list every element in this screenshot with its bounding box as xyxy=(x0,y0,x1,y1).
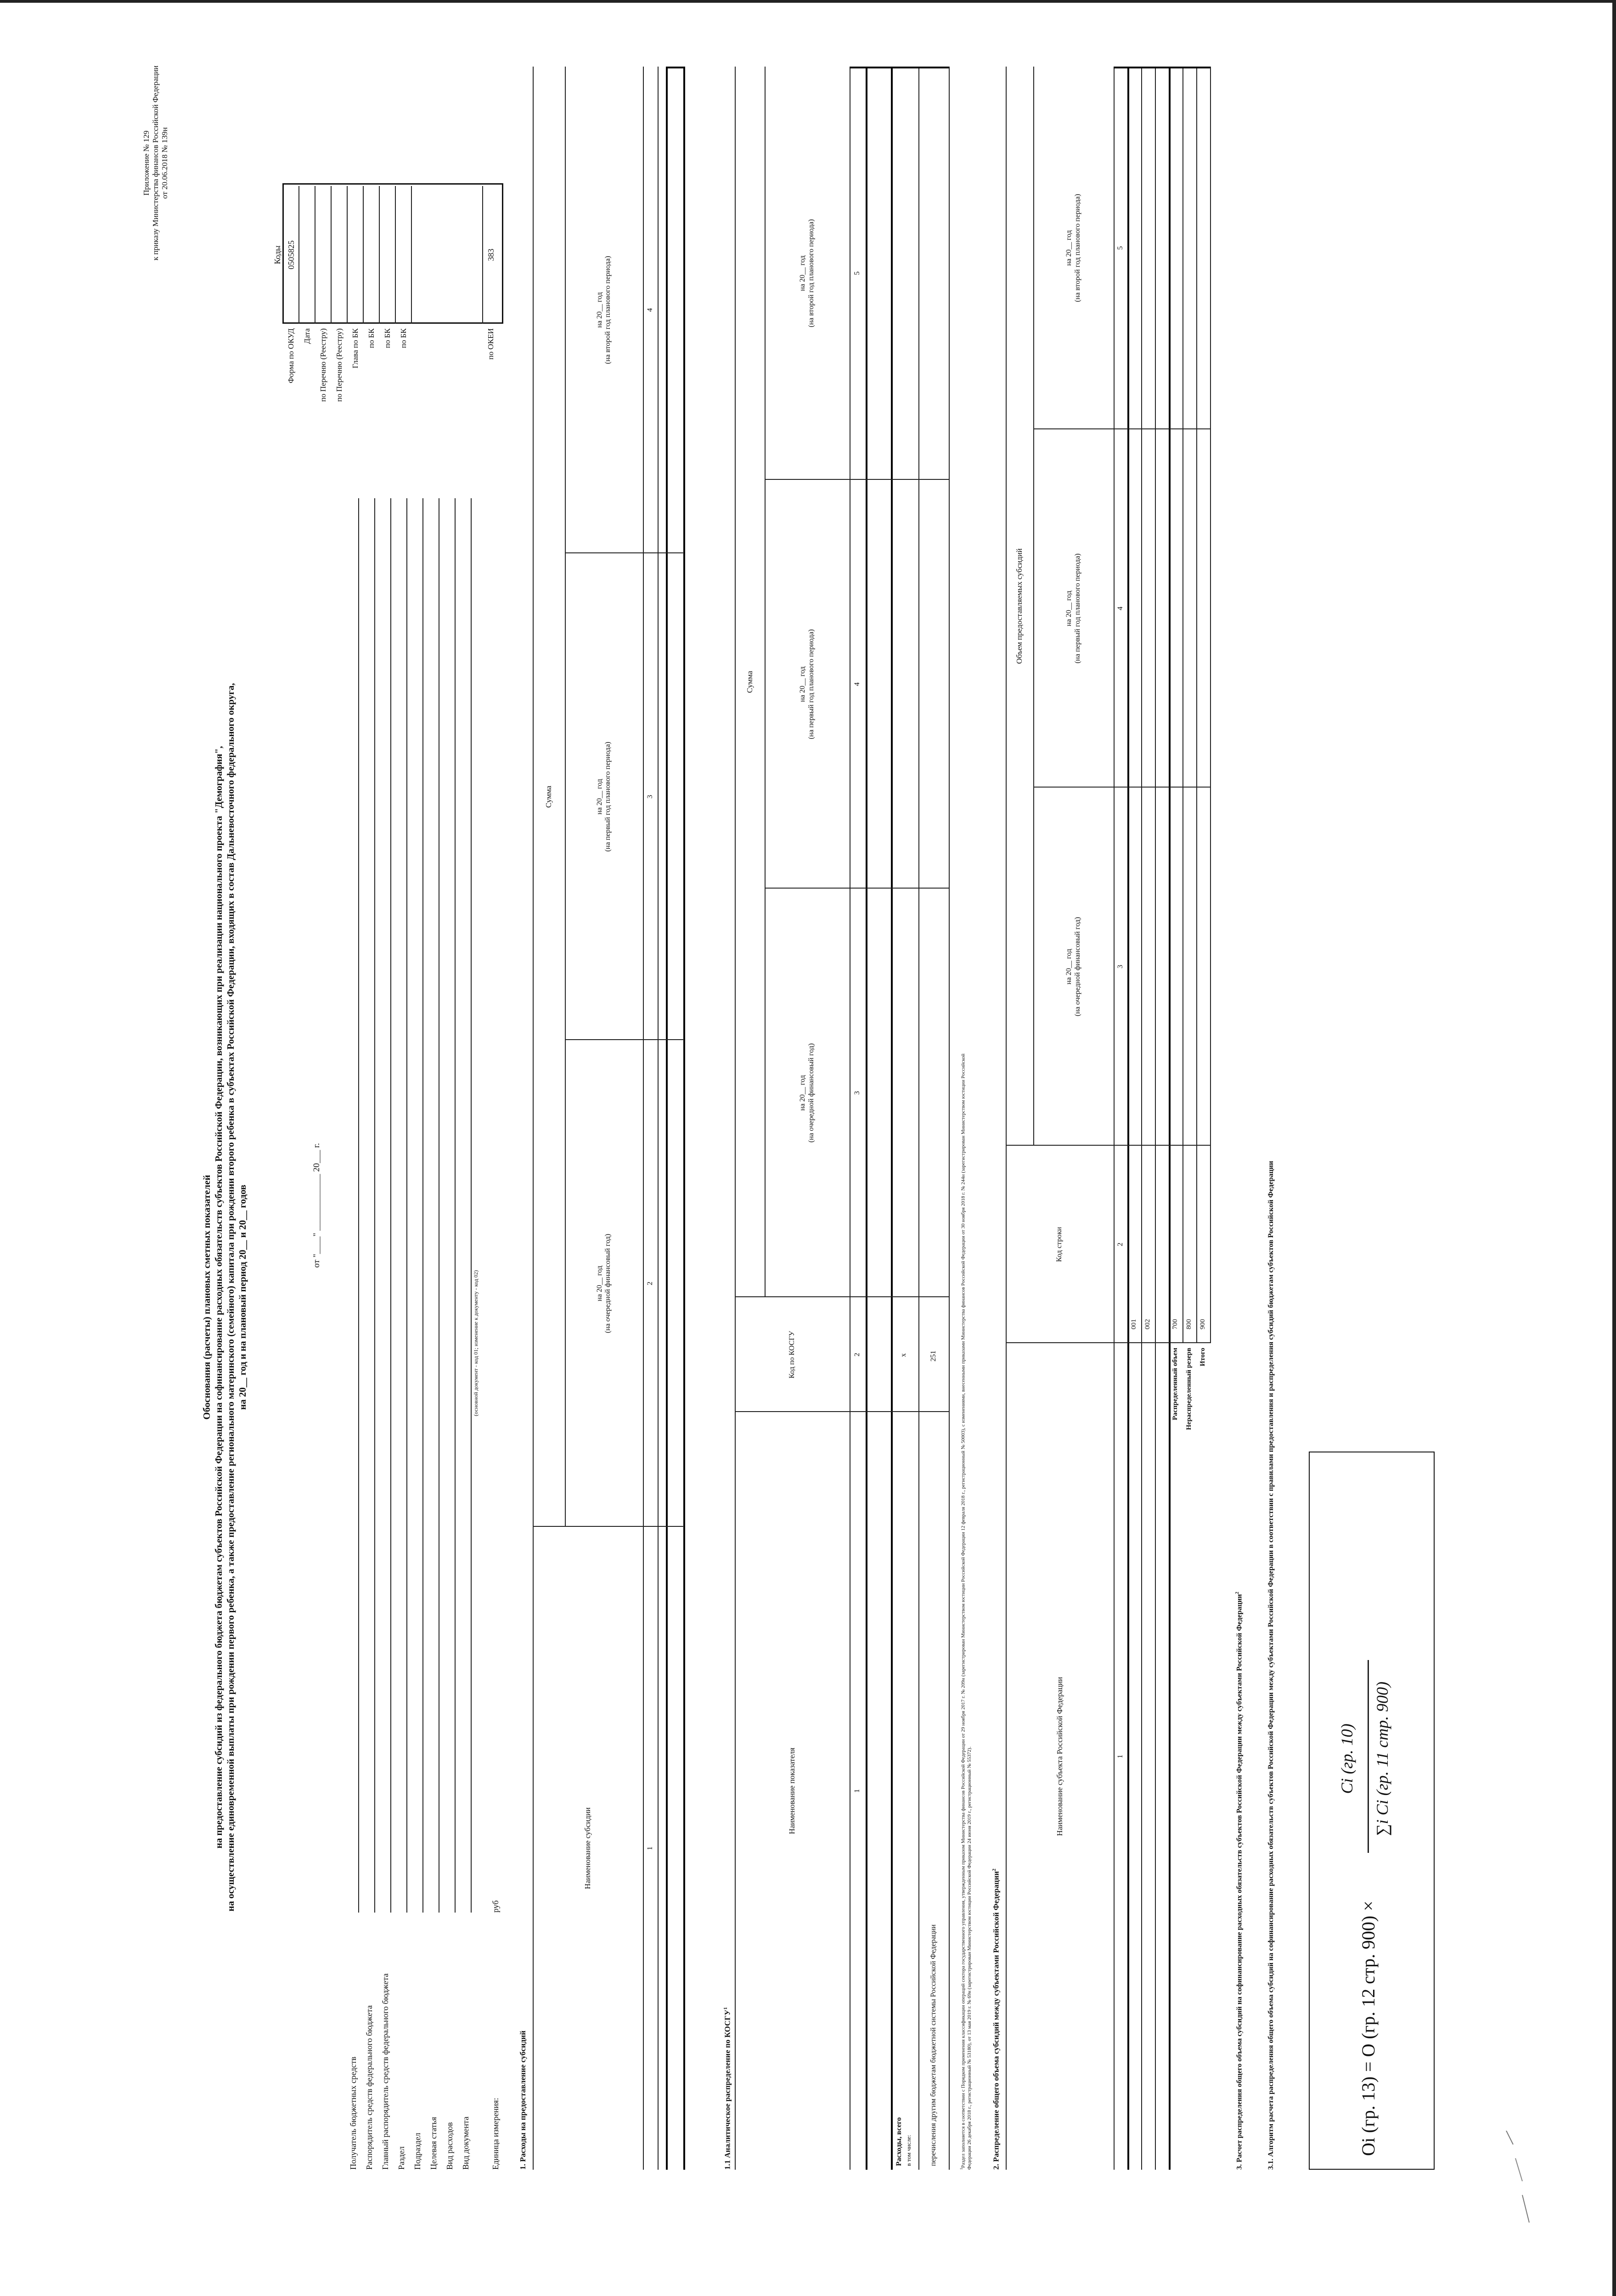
codes-bk1-label: по БК xyxy=(367,328,376,348)
codes-registry1-label: по Перечню (Реестру) xyxy=(319,328,327,402)
section1-col-y3 xyxy=(565,67,643,553)
section2-code-800: 800 xyxy=(1185,1319,1193,1329)
formula-denominator: ∑i Ci (гр. 11 стр. 900) xyxy=(1373,1682,1391,1836)
section11-total-row[interactable] xyxy=(892,69,918,1297)
section1-num-4: 4 xyxy=(646,308,654,312)
section1-col-y1-label: на 20__ год xyxy=(595,1266,603,1301)
section1-col-y1-sub: (на очередной финансовый год) xyxy=(604,1233,612,1334)
document-title: Обоснования (расчеты) плановых сметных показателей xyxy=(201,1175,212,1420)
field-section-line[interactable] xyxy=(406,498,407,1913)
field-subsection: Подраздел xyxy=(413,2133,422,2170)
section2-code-900: 900 xyxy=(1199,1319,1206,1329)
section2-col-y3-label: на 20__ год xyxy=(1065,230,1073,266)
field-doc-type-hint: (основной документ - код 01; изменение к документу - код 02) xyxy=(473,1270,479,1416)
section3-heading xyxy=(1235,1592,1243,2170)
field-expense-type: Вид расходов xyxy=(445,2122,454,2170)
section2-col-y1-label: на 20__ год xyxy=(1065,949,1073,985)
section11-col-y2 xyxy=(765,480,850,889)
section1-col-y3-label: на 20__ год xyxy=(595,292,603,328)
section11-num-1: 1 xyxy=(853,1789,861,1793)
section2-col-y1-sub: (на очередной финансовый год) xyxy=(1073,917,1081,1017)
section1-col-sum: Сумма xyxy=(544,785,553,808)
section2-col-y2 xyxy=(1033,429,1114,788)
section11-num-3: 3 xyxy=(853,1091,861,1095)
section2-col-vol: Объем предоставляемых субсидий xyxy=(1015,548,1024,664)
footnote1 xyxy=(960,1053,966,2170)
section11-num-4: 4 xyxy=(853,682,861,686)
section11-col-y1-label: на 20__ год xyxy=(799,1075,807,1111)
section11-transfers-row[interactable] xyxy=(919,69,948,1297)
footnote1-line1: Раздел заполняется в соответствии с Порядком применения классификации операций сектора государственного управления, утвержденным приказом Министерства финансов Российской Федерации от 29 ноября 2017 г. № 209н (зарегистрирован Министерством юстиции Российской Федерации 12 февраля 2018 г., регистрационный № 50003), с изменениями, внесенными приказами Министерства финансов Российской Федерации от 30 ноября 2018 г. № 244н (зарегистрирован Министерством юстиции Российской xyxy=(960,1053,966,2168)
section2-num-3: 3 xyxy=(1116,965,1124,968)
section11-num-2: 2 xyxy=(853,1353,861,1356)
section2-heading-sup: 2 xyxy=(991,1868,997,1871)
codes-header: Коды xyxy=(273,245,282,264)
section1-col-name: Наименование субсидии xyxy=(583,1807,592,1889)
section2-code-002: 002 xyxy=(1144,1319,1151,1329)
formula-numerator: Ci (гр. 10) xyxy=(1338,1723,1356,1794)
section11-col-kosgu: Код по КОСГУ xyxy=(788,1331,796,1379)
section11-row-incl: в том числе: xyxy=(905,2135,912,2166)
field-manager: Распорядитель средств федерального бюджета xyxy=(365,2005,374,2170)
codes-okud-value: 0505825 xyxy=(287,240,296,270)
formula-fraction-bar xyxy=(1368,1660,1369,1853)
section2-col-code: Код строки xyxy=(1055,1227,1064,1262)
section2-heading-text: 2. Распределение общего объема субсидий между субъектами Российской Федерации xyxy=(991,1871,1001,2170)
section11-heading-text: 1.1 Аналитическое распределение по КОСГУ xyxy=(723,2009,732,2170)
document-subtitle-line3: на осуществление единовременной выплаты при рождении первого ребенка, а также предоставление регионального материнского (семейного) капитала при рождении второго ребенка в субъектах Российской Федерации, входящих в состав Дальневосточного федерального округа, xyxy=(225,683,236,1912)
field-doc-type-line[interactable] xyxy=(471,498,472,1913)
section11-col-y2-sub: (на первый год планового периода) xyxy=(807,629,815,739)
section2-col-y2-sub: (на первый год планового периода) xyxy=(1073,553,1081,664)
section2-heading xyxy=(992,1868,1000,2170)
section2-num-2: 2 xyxy=(1116,1243,1124,1246)
section2-row-001[interactable] xyxy=(1128,69,1141,1146)
footnote1-line2: Федерации 26 декабря 2018 г., регистрационный № 53180), от 13 мая 2019 г. № 69н (зарегистрирован Министерством юстиции Российской Федерации 24 июня 2019 г., регистрационный № 55372). xyxy=(967,1746,972,2170)
section1-table xyxy=(533,67,684,2170)
document-subtitle-line2: на предоставление субсидий из федерального бюджета бюджетам субъектов Российской Федерации на софинансирование расходных обязательств субъектов Российской Федерации, возникающих при реализации национального проекта "Демография", xyxy=(213,746,224,1849)
section11-row-transfers: перечисления другим бюджетам бюджетной системы Российской Федерации xyxy=(929,1924,937,2166)
section1-col-y3-sub: (на второй год планового периода) xyxy=(604,256,612,364)
field-section: Раздел xyxy=(397,2146,406,2170)
field-recipient-line[interactable] xyxy=(358,498,359,1913)
field-recipient: Получатель бюджетных средств xyxy=(349,2056,358,2170)
formula-lhs: Oi (гр. 13) = O (гр. 12 стр. 900) × xyxy=(1358,1901,1379,2156)
section1-data-row[interactable] xyxy=(667,69,682,2170)
section1-col-y1 xyxy=(565,1040,643,1527)
field-expense-type-line[interactable] xyxy=(455,498,456,1913)
appendix-line2: к приказу Министерства финансов Российской Федерации xyxy=(151,65,160,261)
codes-okei-label: по ОКЕИ xyxy=(486,328,495,360)
section1-col-y2 xyxy=(565,553,643,1040)
codes-okud-label: Форма по ОКУД xyxy=(287,328,295,383)
section2-table xyxy=(1006,67,1217,2170)
codes-bk2-label: по БК xyxy=(383,328,392,348)
field-unit-value: руб xyxy=(491,1900,500,1913)
section11-num-5: 5 xyxy=(853,271,861,275)
section31-heading: 3.1. Алгоритм расчета распределения общего объема субсидий на софинансирование расходных обязательств субъектов Российской Федерации между субъектами Российской Федерации в соответствии с правилами предоставления и распределения субсидий бюджетам субъектов Российской Федерации xyxy=(1267,1160,1275,2170)
section2-num-5: 5 xyxy=(1116,246,1124,250)
codes-bk3-label: по БК xyxy=(399,328,408,348)
section1-col-y2-sub: (на первый год планового периода) xyxy=(604,742,612,852)
codes-okei-value: 383 xyxy=(486,248,495,261)
section3-heading-sup: 2 xyxy=(1235,1592,1240,1594)
section11-col-y3-sub: (на второй год планового периода) xyxy=(807,219,815,327)
section11-col-y1-sub: (на очередной финансовый год) xyxy=(807,1043,815,1143)
field-chief-manager-line[interactable] xyxy=(390,498,391,1913)
section2-num-1: 1 xyxy=(1116,1755,1124,1758)
field-chief-manager: Главный распорядитель средств федерального бюджета xyxy=(381,1973,390,2170)
section11-col-y3 xyxy=(765,67,850,480)
section11-col-y2-label: на 20__ год xyxy=(799,666,807,702)
field-doc-type: Вид документа xyxy=(461,2116,470,2170)
section1-num-1: 1 xyxy=(646,1846,654,1850)
appendix-line3: от 20.06.2018 № 139н xyxy=(160,127,169,199)
section11-heading xyxy=(723,2007,732,2170)
section2-code-001: 001 xyxy=(1130,1319,1137,1329)
section2-col-name: Наименование субъекта Российской Федерации xyxy=(1055,1677,1064,1836)
document-date: от "____" _____________ 20___ г. xyxy=(312,1143,321,1268)
codes-date-label: Дата xyxy=(303,328,311,344)
section1-num-2: 2 xyxy=(646,1282,654,1285)
section11-heading-sup: 1 xyxy=(723,2007,728,2010)
section11-row-total: Расходы, всего xyxy=(895,2117,903,2166)
section11-total-code: x xyxy=(900,1353,907,1357)
section11-col-y1 xyxy=(765,889,850,1297)
field-unit-label: Единица измерения: xyxy=(491,2098,500,2170)
section2-code-700: 700 xyxy=(1171,1319,1179,1329)
section2-col-y3-sub: (на второй год планового периода) xyxy=(1073,194,1081,302)
section2-row-distributed: Распределенный объем xyxy=(1171,1348,1179,1420)
field-target-item: Целевая статья xyxy=(429,2117,438,2170)
field-manager-line[interactable] xyxy=(374,498,375,1913)
section2-num-4: 4 xyxy=(1116,607,1124,610)
codes-table xyxy=(282,183,503,324)
section11-col-name: Наименование показателя xyxy=(788,1747,797,1835)
section2-col-y2-label: на 20__ год xyxy=(1065,591,1073,626)
codes-chapter-label: Глава по БК xyxy=(351,328,360,369)
section11-table xyxy=(735,67,951,2170)
section2-row-total: Итого xyxy=(1199,1348,1206,1367)
document-subtitle-line4: на 20__ год и на плановый период 20__ и 20__ годов xyxy=(237,1184,248,1410)
section11-col-y3-label: на 20__ год xyxy=(799,255,807,291)
section11-transfers-code: 251 xyxy=(929,1351,937,1362)
field-subsection-line[interactable] xyxy=(422,498,423,1913)
section2-col-y1 xyxy=(1033,788,1114,1146)
section2-row-002[interactable] xyxy=(1142,69,1154,1146)
footnote1-mark: 1 xyxy=(959,2168,963,2170)
section11-col-sum: Сумма xyxy=(745,670,754,693)
section2-col-y3 xyxy=(1033,67,1114,429)
section1-col-y2-label: на 20__ год xyxy=(595,779,603,815)
section2-row-reserve: Нераспределенный резерв xyxy=(1185,1348,1193,1430)
section1-heading: 1. Расходы на предоставление субсидий xyxy=(518,2030,527,2170)
appendix-line1: Приложение № 129 xyxy=(142,130,151,196)
codes-registry2-label: по Перечню (Реестру) xyxy=(335,328,343,402)
section3-heading-text: 3. Расчет распределения общего объема субсидий на софинансирование расходных обязательств субъектов Российской Федерации между субъектами Российской Федерации xyxy=(1235,1594,1244,2170)
section1-num-3: 3 xyxy=(646,795,654,799)
